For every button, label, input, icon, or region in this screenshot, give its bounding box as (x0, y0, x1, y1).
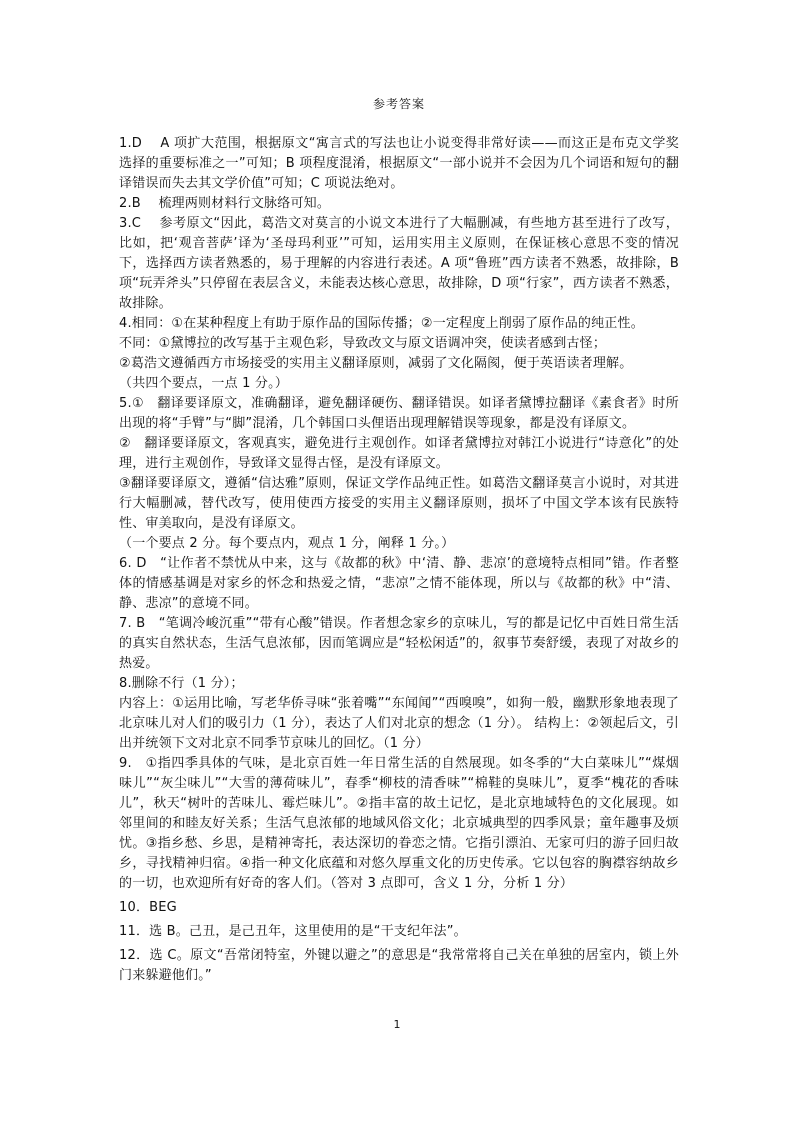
page-title: 参考答案 (372, 97, 425, 111)
answer-paragraph: 5.① 翻译要译原文，准确翻译，避免翻译硬伤、翻译错误。如译者黛博拉翻译《素食者》时所出现的将“手臂”与“脚”混淆，几个韩国口头俚语出现理解错误等现象，都是没有译原文。 (119, 396, 679, 431)
answer-paragraph: 8.删除不行（1 分）； (119, 676, 244, 691)
answer-paragraph: 2.B 梳理两则材料行文脉络可知。 (119, 196, 331, 211)
answer-paragraph: 内容上：①运用比喻，写老华侨寻味“张着嘴”“东闻闻”“西嗅嗅”，如狗一般，幽默形象地表现了北京味儿对人们的吸引力（1 分），表达了人们对北京的想念（1 分）。 结构上：②领起后文，引出并统领下文对北京不同季节京味儿的回忆。（1 分） (119, 696, 679, 751)
page-number: 1 (393, 1018, 401, 1031)
answer-paragraph: （共四个要点，一点 1 分。） (119, 376, 289, 391)
answer-body (119, 134, 679, 986)
answer-paragraph: 6. D “让作者不禁忧从中来，这与《故都的秋》中‘清、静、悲凉’的意境特点相同”错。作者整体的情感基调是对家乡的怀念和热爱之情，“悲凉”之情不能体现，所以与《故都的秋》中“清、静、悲凉”的意境不同。 (119, 556, 679, 611)
answer-paragraph: （一个要点 2 分。每个要点内，观点 1 分，阐释 1 分。） (119, 536, 455, 551)
answer-paragraph: 9. ①指四季具体的气味，是北京百姓一年日常生活的自然展现。如冬季的“大白菜味儿”“煤烟味儿”“灰尘味儿”“大雪的薄荷味儿”，春季“柳枝的清香味”“棉鞋的臭味儿”，夏季“槐花的香味儿”，秋天“树叶的苦味儿、霉烂味儿”。②指丰富的故土记忆，是北京地域特色的文化展现。如邻里间的和睦友好关系；生活气息浓郁的地域风俗文化；北京城典型的四季风景；童年趣事及烦忧。③指乡愁、乡思，是精神寄托，表达深切的眷恋之情。它指引漂泊、无家可归的游子回归故乡，寻找精神归宿。④指一种文化底蕴和对悠久厚重文化的历史传承。它以包容的胸襟容纳故乡的一切，也欢迎所有好奇的客人们。（答对 3 点即可，含义 1 分，分析 1 分） (119, 756, 679, 891)
answer-paragraph: 4.相同：①在某种程度上有助于原作品的国际传播；②一定程度上削弱了原作品的纯正性。 (119, 316, 644, 331)
answer-paragraph: 不同：①黛博拉的改写基于主观色彩，导致改文与原文语调冲突，使读者感到古怪； (119, 336, 607, 351)
answer-paragraph: 12．选 C。原文“吾常闭特室，外键以避之”的意思是“我常常将自己关在单独的居室内，锁上外门来躲避他们。” (119, 948, 679, 983)
answer-paragraph: 1.D A 项扩大范围，根据原文“寓言式的写法也让小说变得非常好读——而这正是布克文学奖选择的重要标准之一”可知；B 项程度混淆，根据原文“一部小说并不会因为几个词语和短句的翻译错误而失去其文学价值”可知；C 项说法绝对。 (119, 136, 679, 191)
answer-paragraph: ③翻译要译原文，遵循“信达雅”原则，保证文学作品纯正性。如葛浩文翻译莫言小说时，对其进行大幅删减，替代改写，使用使西方接受的实用主义翻译原则，损坏了中国文学本该有民族特性、审美取向，是没有译原文。 (119, 476, 679, 531)
answer-paragraph: ②葛浩文遵循西方市场接受的实用主义翻译原则，减弱了文化隔阂，便于英语读者理解。 (119, 356, 633, 371)
answer-paragraph: 3.C 参考原文“因此，葛浩文对莫言的小说文本进行了大幅删减，有些地方甚至进行了改写，比如，把‘观音菩萨’译为‘圣母玛利亚’”可知，运用实用主义原则，在保证核心意思不变的情况下，选择西方读者熟悉的，易于理解的内容进行表述。A 项“鲁班”西方读者不熟悉，故排除，B 项“玩弄斧头”只停留在表层含义，未能表达核心意思，故排除，D 项“行家”，西方读者不熟悉，故排除。 (119, 216, 679, 311)
answer-paragraph: ② 翻译要译原文，客观真实，避免进行主观创作。如译者黛博拉对韩江小说进行“诗意化”的处理，进行主观创作，导致译文显得古怪，是没有译原文。 (119, 436, 679, 471)
answer-paragraph: 10．BEG (119, 900, 177, 915)
answer-paragraph: 11．选 B。己丑，是己丑年，这里使用的是“干支纪年法”。 (119, 924, 467, 939)
answer-paragraph: 7. B “笔调冷峻沉重”“带有心酸”错误。作者想念家乡的京味儿，写的都是记忆中百姓日常生活的真实自然状态，生活气息浓郁，因而笔调应是“轻松闲适”的，叙事节奏舒缓，表现了对故乡的热爱。 (119, 616, 679, 671)
